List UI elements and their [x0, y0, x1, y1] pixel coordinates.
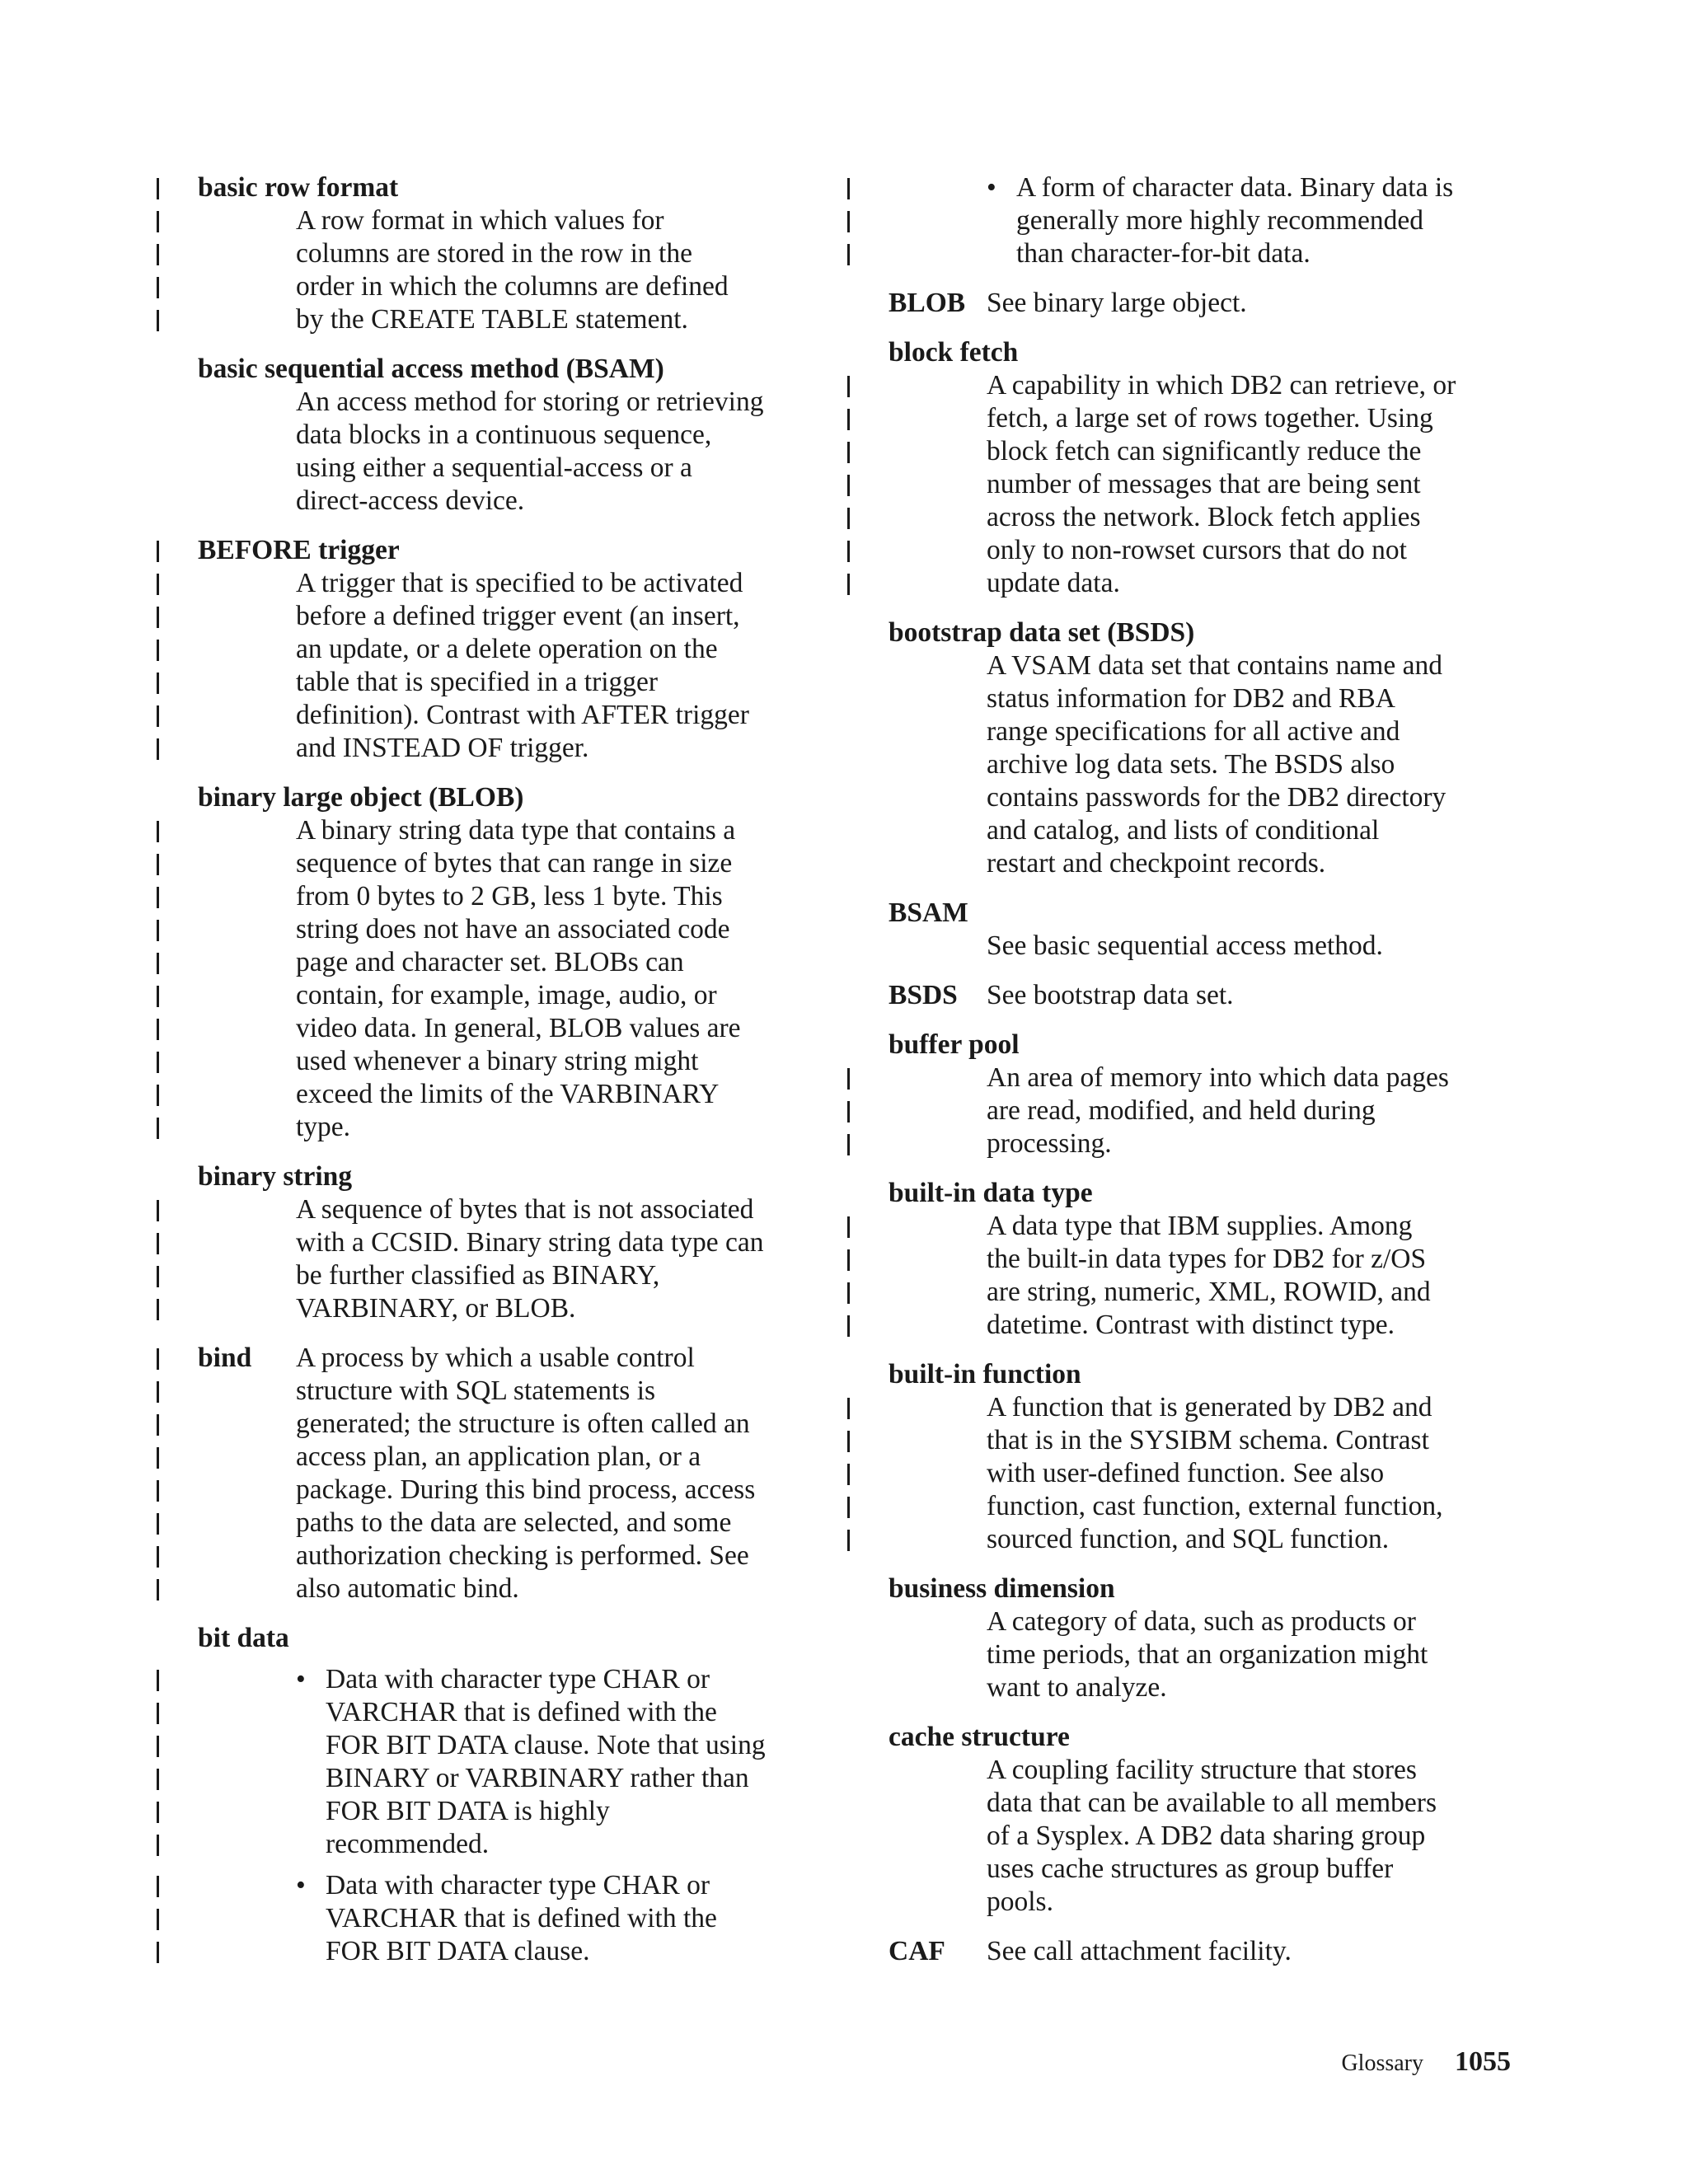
glossary-definition-text: only to non-rowset cursors that do not	[987, 535, 1407, 565]
change-bar	[847, 1431, 850, 1452]
change-bar	[847, 1282, 850, 1304]
bullet-item-text: Data with character type CHAR or	[326, 1664, 710, 1694]
glossary-term: business dimension	[889, 1573, 1115, 1604]
bullet-item-text: VARCHAR that is defined with the	[326, 1697, 717, 1727]
glossary-line	[198, 1045, 915, 1078]
glossary-definition-text: pools.	[987, 1886, 1053, 1917]
change-bar	[157, 953, 159, 974]
change-bar	[847, 1315, 850, 1337]
glossary-line	[889, 1638, 1531, 1671]
glossary-line	[889, 1886, 1531, 1919]
glossary-line	[889, 402, 1531, 435]
glossary-definition-text: with user-defined function. See also	[987, 1458, 1385, 1488]
glossary-definition-text: are read, modified, and held during	[987, 1095, 1376, 1126]
change-bar	[847, 1249, 850, 1271]
glossary-line	[198, 1572, 915, 1605]
page-footer	[1341, 2046, 1511, 2086]
glossary-term: built-in data type	[889, 1178, 1093, 1208]
glossary-definition-text: An access method for storing or retrieving	[296, 387, 764, 417]
glossary-term: binary string	[198, 1161, 353, 1192]
glossary-line	[198, 600, 915, 633]
glossary-line	[198, 567, 915, 600]
glossary-line	[889, 1787, 1531, 1820]
glossary-definition-text: sequence of bytes that can range in size	[296, 848, 733, 879]
glossary-line	[198, 1292, 915, 1325]
glossary-definition-text: A row format in which values for	[296, 205, 664, 236]
glossary-definition-text: contains passwords for the DB2 directory	[987, 782, 1447, 813]
glossary-line	[889, 468, 1531, 501]
change-bar	[157, 244, 159, 265]
glossary-definition-text: of a Sysplex. A DB2 data sharing group	[987, 1821, 1426, 1851]
glossary-definition-text: status information for DB2 and RBA	[987, 683, 1395, 714]
glossary-line	[889, 1572, 1531, 1605]
footer-section-label: Glossary	[1341, 2050, 1423, 2076]
bullet-item-text: FOR BIT DATA clause. Note that using	[326, 1730, 766, 1760]
glossary-definition-text: exceed the limits of the VARBINARY	[296, 1079, 720, 1109]
glossary-term: basic sequential access method (BSAM)	[198, 354, 664, 384]
glossary-definition-text: A coupling facility structure that stores	[987, 1755, 1417, 1785]
change-bar	[157, 1447, 159, 1469]
change-bar	[157, 1909, 159, 1930]
glossary-line	[198, 353, 915, 386]
change-bar	[847, 541, 850, 562]
change-bar	[847, 1530, 850, 1551]
glossary-line	[198, 419, 915, 452]
glossary-line	[889, 1424, 1531, 1457]
bullet-item-text: generally more highly recommended	[1016, 205, 1423, 236]
glossary-line	[198, 1375, 915, 1408]
glossary-definition-text: range specifications for all active and	[987, 716, 1400, 747]
glossary-definition-text: A VSAM data set that contains name and	[987, 650, 1442, 681]
glossary-definition-text: function, cast function, external function,	[987, 1491, 1443, 1521]
change-bar	[157, 1513, 159, 1535]
glossary-term: bootstrap data set (BSDS)	[889, 617, 1195, 648]
glossary-term: block fetch	[889, 337, 1019, 368]
glossary-definition-text: sourced function, and SQL function.	[987, 1524, 1390, 1554]
glossary-definition-text: A binary string data type that contains a	[296, 815, 736, 846]
glossary-line	[198, 1507, 915, 1540]
change-bar	[847, 574, 850, 595]
glossary-line	[198, 732, 915, 765]
glossary-definition-text: the built-in data types for DB2 for z/OS	[987, 1244, 1427, 1274]
glossary-definition-text: and catalog, and lists of conditional	[987, 815, 1380, 846]
glossary-definition-text: VARBINARY, or BLOB.	[296, 1293, 576, 1324]
glossary-line	[889, 1523, 1531, 1556]
change-bar	[157, 1299, 159, 1320]
glossary-line	[889, 1391, 1531, 1424]
change-bar	[157, 1835, 159, 1856]
glossary-definition-text: columns are stored in the row in the	[296, 238, 692, 269]
glossary-definition-text: definition). Contrast with AFTER trigger	[296, 700, 749, 730]
change-bar	[157, 1942, 159, 1963]
glossary-term: BSDS	[889, 980, 958, 1010]
glossary-definition-text: A data type that IBM supplies. Among	[987, 1211, 1413, 1241]
glossary-definition-text: An area of memory into which data pages	[987, 1062, 1449, 1093]
glossary-definition-text: with a CCSID. Binary string data type can	[296, 1227, 764, 1258]
change-bar	[157, 1266, 159, 1287]
glossary-line	[198, 1111, 915, 1144]
change-bar	[847, 1216, 850, 1238]
glossary-term: buffer pool	[889, 1029, 1020, 1060]
change-bar	[847, 1068, 850, 1090]
change-bar	[157, 574, 159, 595]
glossary-definition-text: video data. In general, BLOB values are	[296, 1013, 741, 1043]
change-bar	[847, 1134, 850, 1155]
glossary-line	[198, 781, 915, 814]
change-bar	[847, 1398, 850, 1419]
glossary-line	[198, 913, 915, 946]
glossary-definition-text: restart and checkpoint records.	[987, 848, 1326, 879]
glossary-line	[198, 1193, 915, 1226]
glossary-definition-text: structure with SQL statements is	[296, 1376, 656, 1406]
bullet-item-text: FOR BIT DATA is highly	[326, 1796, 610, 1826]
glossary-line	[198, 1622, 915, 1655]
glossary-definition-text: using either a sequential-access or a	[296, 452, 692, 483]
glossary-line	[889, 1721, 1531, 1754]
glossary-line	[889, 1853, 1531, 1886]
glossary-line	[889, 979, 1531, 1012]
glossary-definition-text: also automatic bind.	[296, 1573, 519, 1604]
glossary-line	[889, 501, 1531, 534]
glossary-definition-text: processing.	[987, 1128, 1112, 1159]
glossary-definition-text: generated; the structure is often called an	[296, 1408, 750, 1439]
glossary-line	[198, 386, 915, 419]
change-bar	[847, 409, 850, 430]
glossary-definition-text: See binary large object.	[987, 288, 1247, 318]
glossary-line	[889, 534, 1531, 567]
glossary-line	[198, 880, 915, 913]
glossary-line	[198, 666, 915, 699]
glossary-line	[889, 897, 1531, 930]
glossary-line	[889, 930, 1531, 963]
bullet-item-text: Data with character type CHAR or	[326, 1870, 710, 1900]
glossary-line	[889, 171, 1531, 204]
glossary-definition-text: A trigger that is specified to be activated	[296, 568, 743, 598]
glossary-line	[198, 979, 915, 1012]
glossary-line	[198, 633, 915, 666]
glossary-definition-text: A category of data, such as products or	[987, 1606, 1416, 1637]
change-bar	[157, 1480, 159, 1502]
change-bar	[847, 475, 850, 496]
glossary-line	[198, 1078, 915, 1111]
glossary-definition-text: direct-access device.	[296, 485, 525, 516]
glossary-definition-text: by the CREATE TABLE statement.	[296, 304, 688, 335]
glossary-line	[198, 699, 915, 732]
glossary-line	[889, 1671, 1531, 1704]
glossary-definition-text: string does not have an associated code	[296, 914, 730, 944]
change-bar	[157, 607, 159, 628]
glossary-line	[198, 946, 915, 979]
glossary-definition-text: package. During this bind process, access	[296, 1474, 756, 1505]
glossary-line	[198, 814, 915, 847]
glossary-line	[198, 1474, 915, 1507]
change-bar	[157, 673, 159, 694]
glossary-term: built-in function	[889, 1359, 1081, 1390]
glossary-definition-text: access plan, an application plan, or a	[296, 1441, 701, 1472]
glossary-definition-text: used whenever a binary string might	[296, 1046, 699, 1076]
glossary-line	[198, 1696, 915, 1729]
glossary-definition-text: fetch, a large set of rows together. Using	[987, 403, 1433, 434]
bullet-item-text: than character-for-bit data.	[1016, 238, 1311, 269]
glossary-line	[198, 1441, 915, 1474]
glossary-line	[889, 847, 1531, 880]
glossary-line	[198, 270, 915, 303]
glossary-definition-text: order in which the columns are defined	[296, 271, 729, 302]
change-bar	[157, 1233, 159, 1254]
glossary-line	[889, 1935, 1531, 1968]
glossary-line	[889, 1210, 1531, 1243]
glossary-line	[198, 1795, 915, 1828]
change-bar	[157, 1118, 159, 1139]
change-bar	[847, 1497, 850, 1518]
glossary-definition-text: archive log data sets. The BSDS also	[987, 749, 1395, 780]
glossary-line	[198, 204, 915, 237]
change-bar	[847, 211, 850, 232]
glossary-line	[889, 715, 1531, 748]
page-number: 1055	[1455, 2046, 1511, 2077]
glossary-column-right	[889, 0, 1531, 2184]
glossary-definition-text: A function that is generated by DB2 and	[987, 1392, 1432, 1422]
change-bar	[157, 1579, 159, 1601]
glossary-term: basic row format	[198, 172, 399, 203]
glossary-definition-text: A process by which a usable control	[296, 1343, 695, 1373]
glossary-definition-text: update data.	[987, 568, 1120, 598]
bullet-marker: •	[296, 1664, 306, 1694]
glossary-line	[198, 1540, 915, 1572]
change-bar	[847, 178, 850, 199]
glossary-definition-text: datetime. Contrast with distinct type.	[987, 1310, 1395, 1340]
glossary-line	[198, 847, 915, 880]
glossary-term: BSAM	[889, 898, 968, 928]
glossary-line	[889, 1177, 1531, 1210]
bullet-item-text: BINARY or VARBINARY rather than	[326, 1763, 749, 1793]
glossary-line	[198, 1828, 915, 1861]
glossary-line	[889, 781, 1531, 814]
glossary-line	[889, 748, 1531, 781]
glossary-term: BLOB	[889, 288, 966, 318]
glossary-line	[198, 1012, 915, 1045]
glossary-line	[889, 1094, 1531, 1127]
change-bar	[157, 211, 159, 232]
glossary-line	[198, 1342, 915, 1375]
glossary-line	[889, 336, 1531, 369]
glossary-definition-text: before a defined trigger event (an insert,	[296, 601, 740, 631]
glossary-definition-text: See call attachment facility.	[987, 1936, 1292, 1966]
glossary-definition-text: data blocks in a continuous sequence,	[296, 419, 712, 450]
glossary-line	[889, 1243, 1531, 1276]
glossary-term: cache structure	[889, 1722, 1070, 1752]
glossary-definition-text: want to analyze.	[987, 1672, 1167, 1703]
glossary-line	[889, 649, 1531, 682]
glossary-line	[889, 237, 1531, 270]
glossary-line	[889, 1276, 1531, 1309]
glossary-definition-text: are string, numeric, XML, ROWID, and	[987, 1277, 1431, 1307]
glossary-line	[889, 1309, 1531, 1342]
glossary-definition-text: table that is specified in a trigger	[296, 667, 659, 697]
bullet-item-text: VARCHAR that is defined with the	[326, 1903, 717, 1933]
change-bar	[847, 1464, 850, 1485]
change-bar	[847, 442, 850, 463]
glossary-line	[889, 1605, 1531, 1638]
glossary-term: bit data	[198, 1623, 289, 1653]
glossary-definition-text: See basic sequential access method.	[987, 930, 1383, 961]
glossary-definition-text: be further classified as BINARY,	[296, 1260, 660, 1291]
glossary-line	[198, 1160, 915, 1193]
glossary-definition-text: an update, or a delete operation on the	[296, 634, 718, 664]
change-bar	[157, 854, 159, 875]
glossary-definition-text: See bootstrap data set.	[987, 980, 1234, 1010]
bullet-item-text: A form of character data. Binary data is	[1016, 172, 1454, 203]
glossary-line	[889, 1062, 1531, 1094]
change-bar	[157, 277, 159, 298]
glossary-term: CAF	[889, 1936, 945, 1966]
change-bar	[157, 1348, 159, 1370]
glossary-line	[889, 369, 1531, 402]
glossary-line	[198, 1663, 915, 1696]
glossary-line	[889, 287, 1531, 320]
glossary-line	[889, 1358, 1531, 1391]
glossary-line	[889, 1754, 1531, 1787]
glossary-line	[889, 1029, 1531, 1062]
change-bar	[157, 1769, 159, 1790]
glossary-line	[889, 1457, 1531, 1490]
glossary-line	[198, 1762, 915, 1795]
glossary-line	[889, 1127, 1531, 1160]
change-bar	[157, 1200, 159, 1221]
glossary-line	[889, 567, 1531, 600]
change-bar	[847, 1101, 850, 1122]
bullet-item-text: recommended.	[326, 1829, 490, 1859]
change-bar	[157, 1019, 159, 1040]
change-bar	[157, 541, 159, 562]
change-bar	[157, 986, 159, 1007]
change-bar	[157, 738, 159, 760]
change-bar	[847, 244, 850, 265]
glossary-definition-text: authorization checking is performed. See	[296, 1540, 749, 1571]
glossary-definition-text: that is in the SYSIBM schema. Contrast	[987, 1425, 1429, 1455]
glossary-definition-text: A sequence of bytes that is not associated	[296, 1194, 754, 1225]
glossary-line	[198, 171, 915, 204]
glossary-term: bind	[198, 1343, 252, 1373]
change-bar	[157, 920, 159, 941]
glossary-definition-text: number of messages that are being sent	[987, 469, 1421, 499]
glossary-line	[198, 534, 915, 567]
glossary-definition-text: paths to the data are selected, and some	[296, 1507, 732, 1538]
change-bar	[157, 178, 159, 199]
glossary-line	[198, 303, 915, 336]
change-bar	[157, 1876, 159, 1897]
glossary-line	[198, 1869, 915, 1902]
change-bar	[157, 1703, 159, 1724]
change-bar	[157, 1052, 159, 1073]
bullet-item-text: FOR BIT DATA clause.	[326, 1936, 590, 1966]
glossary-line	[889, 682, 1531, 715]
change-bar	[157, 1736, 159, 1757]
change-bar	[157, 1802, 159, 1823]
change-bar	[157, 310, 159, 331]
glossary-definition-text: from 0 bytes to 2 GB, less 1 byte. This	[296, 881, 723, 912]
glossary-definition-text: time periods, that an organization might	[987, 1639, 1428, 1670]
glossary-line	[889, 204, 1531, 237]
change-bar	[847, 376, 850, 397]
glossary-line	[889, 1490, 1531, 1523]
glossary-line	[198, 237, 915, 270]
glossary-line	[198, 1729, 915, 1762]
change-bar	[157, 1381, 159, 1403]
change-bar	[157, 1085, 159, 1106]
glossary-line	[198, 452, 915, 485]
glossary-line	[889, 1820, 1531, 1853]
glossary-line	[198, 1935, 915, 1968]
bullet-marker: •	[296, 1870, 306, 1900]
change-bar	[157, 1546, 159, 1568]
glossary-line	[198, 1902, 915, 1935]
change-bar	[157, 1414, 159, 1436]
glossary-definition-text: A capability in which DB2 can retrieve, or	[987, 370, 1456, 401]
change-bar	[157, 705, 159, 727]
glossary-definition-text: type.	[296, 1112, 351, 1142]
change-bar	[157, 1670, 159, 1691]
glossary-term: BEFORE trigger	[198, 535, 400, 565]
change-bar	[157, 640, 159, 661]
change-bar	[157, 821, 159, 842]
glossary-definition-text: page and character set. BLOBs can	[296, 947, 684, 977]
change-bar	[157, 887, 159, 908]
glossary-line	[889, 616, 1531, 649]
glossary-line	[198, 485, 915, 518]
glossary-definition-text: across the network. Block fetch applies	[987, 502, 1421, 532]
glossary-line	[198, 1226, 915, 1259]
glossary-definition-text: data that can be available to all members	[987, 1788, 1437, 1818]
bullet-marker: •	[987, 172, 996, 203]
glossary-line	[198, 1408, 915, 1441]
glossary-line	[889, 814, 1531, 847]
glossary-definition-text: uses cache structures as group buffer	[987, 1854, 1394, 1884]
glossary-line	[198, 1259, 915, 1292]
glossary-definition-text: and INSTEAD OF trigger.	[296, 733, 589, 763]
glossary-definition-text: block fetch can significantly reduce the	[987, 436, 1422, 466]
glossary-line	[889, 435, 1531, 468]
change-bar	[847, 508, 850, 529]
glossary-column-left	[198, 0, 915, 2184]
glossary-definition-text: contain, for example, image, audio, or	[296, 980, 717, 1010]
glossary-term: binary large object (BLOB)	[198, 782, 524, 813]
